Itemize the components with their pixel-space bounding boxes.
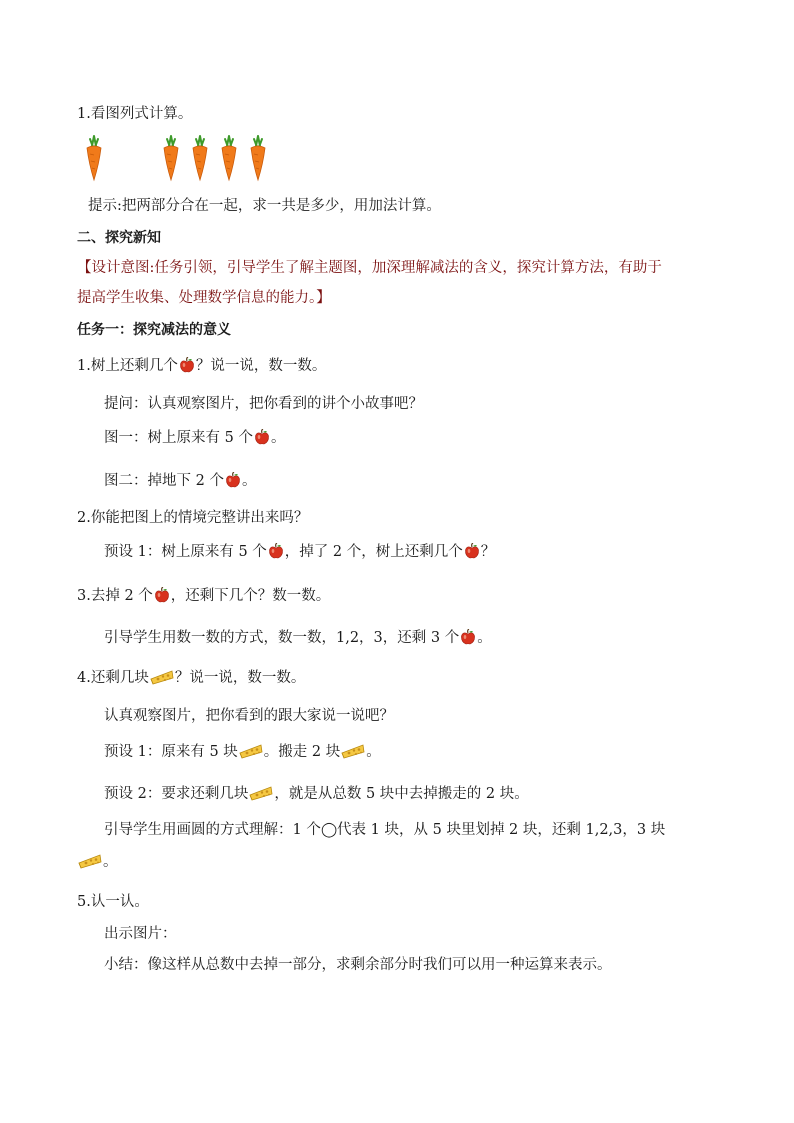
preset-1-part-a: 预设 1：树上原来有 5 个	[104, 544, 267, 560]
carrot-icon	[84, 134, 104, 182]
figure-1-text	[104, 428, 285, 448]
design-intent-line1: 【设计意图:任务引领，引导学生了解主题图，加深理解减法的含义，探究计算方法，有助于	[77, 260, 662, 276]
apple-icon	[460, 629, 476, 645]
guide-circle-period: 。	[103, 854, 118, 870]
summary-text: 小结：像这样从总数中去掉一部分，求剩余部分时我们可以用一种运算来表示。	[104, 957, 612, 973]
section-title: 二、探究新知	[77, 230, 161, 246]
question-4-text: 4.还剩几块	[77, 670, 149, 686]
question-1-text-end: ？说一说，数一数。	[195, 358, 327, 374]
task-title: 任务一：探究减法的意义	[77, 322, 231, 338]
cheese-icon	[239, 743, 263, 759]
carrot-icon	[248, 134, 268, 182]
question-3-text-end: ，还剩下几个？数一数。	[170, 588, 331, 604]
figure-2-text	[104, 471, 256, 491]
question-1-text: 1.树上还剩几个	[77, 358, 178, 374]
carrot-icon	[190, 134, 210, 182]
cheese-icon	[150, 669, 174, 685]
observe-text: 认真观察图片，把你看到的跟大家说一说吧？	[104, 708, 394, 724]
apple-icon	[254, 429, 270, 445]
preset-cheese-part-b: 。搬走 2 块	[263, 744, 341, 760]
guide-count-text: 引导学生用数一数的方式，数一数，1,2，3，还剩 3 个	[104, 630, 460, 646]
apple-icon	[154, 587, 170, 603]
preset-1-apples	[104, 542, 495, 562]
question-1-title: 1.看图列式计算。	[77, 106, 193, 122]
guide-count-apples	[104, 628, 492, 648]
preset-1-part-c: ？	[480, 544, 496, 560]
question-3-text: 3.去掉 2 个	[77, 588, 153, 604]
preset-cheese-part-c: 。	[366, 744, 381, 760]
apple-icon	[268, 543, 284, 559]
guide-count-end: 。	[477, 630, 492, 646]
apple-icon	[225, 472, 241, 488]
cheese-icon	[249, 785, 273, 801]
carrot-icon	[161, 134, 181, 182]
ask-text: 提问：认真观察图片，把你看到的讲个小故事吧？	[104, 396, 423, 412]
preset-2-part-b: ，就是从总数 5 块中去掉搬走的 2 块。	[274, 786, 529, 802]
cheese-icon	[341, 743, 365, 759]
preset-2-part-a: 预设 2：要求还剩几块	[104, 786, 249, 802]
preset-2-cheese	[104, 784, 529, 804]
question-4	[77, 668, 305, 688]
question-2: 2.你能把图上的情境完整讲出来吗？	[77, 510, 309, 526]
apple-icon	[179, 357, 195, 373]
show-picture-text: 出示图片：	[104, 926, 177, 942]
question-3	[77, 586, 330, 606]
figure-1-end: 。	[270, 430, 286, 446]
preset-cheese-part-a: 预设 1：原来有 5 块	[104, 744, 238, 760]
question-4-text-end: ？说一说，数一数。	[174, 670, 306, 686]
question-5: 5.认一认。	[77, 894, 149, 910]
guide-circle-end	[77, 852, 118, 872]
cheese-icon	[78, 853, 102, 869]
question-1	[77, 356, 326, 376]
guide-circle-text: 引导学生用画圆的方式理解：1 个◯代表 1 块，从 5 块里划掉 2 块，还剩 1,2,3，3 块	[104, 822, 666, 838]
apple-icon	[464, 543, 480, 559]
preset-1-cheese	[104, 742, 381, 762]
design-intent-line2: 提高学生收集、处理数学信息的能力。】	[77, 290, 331, 306]
figure-2-label: 图二：掉地下 2 个	[104, 473, 224, 489]
preset-1-part-b: ，掉了 2 个，树上还剩几个	[284, 544, 463, 560]
figure-1-label: 图一：树上原来有 5 个	[104, 430, 253, 446]
carrot-icon	[219, 134, 239, 182]
figure-2-end: 。	[241, 473, 257, 489]
hint-text: 提示:把两部分合在一起，求一共是多少，用加法计算。	[88, 198, 441, 214]
